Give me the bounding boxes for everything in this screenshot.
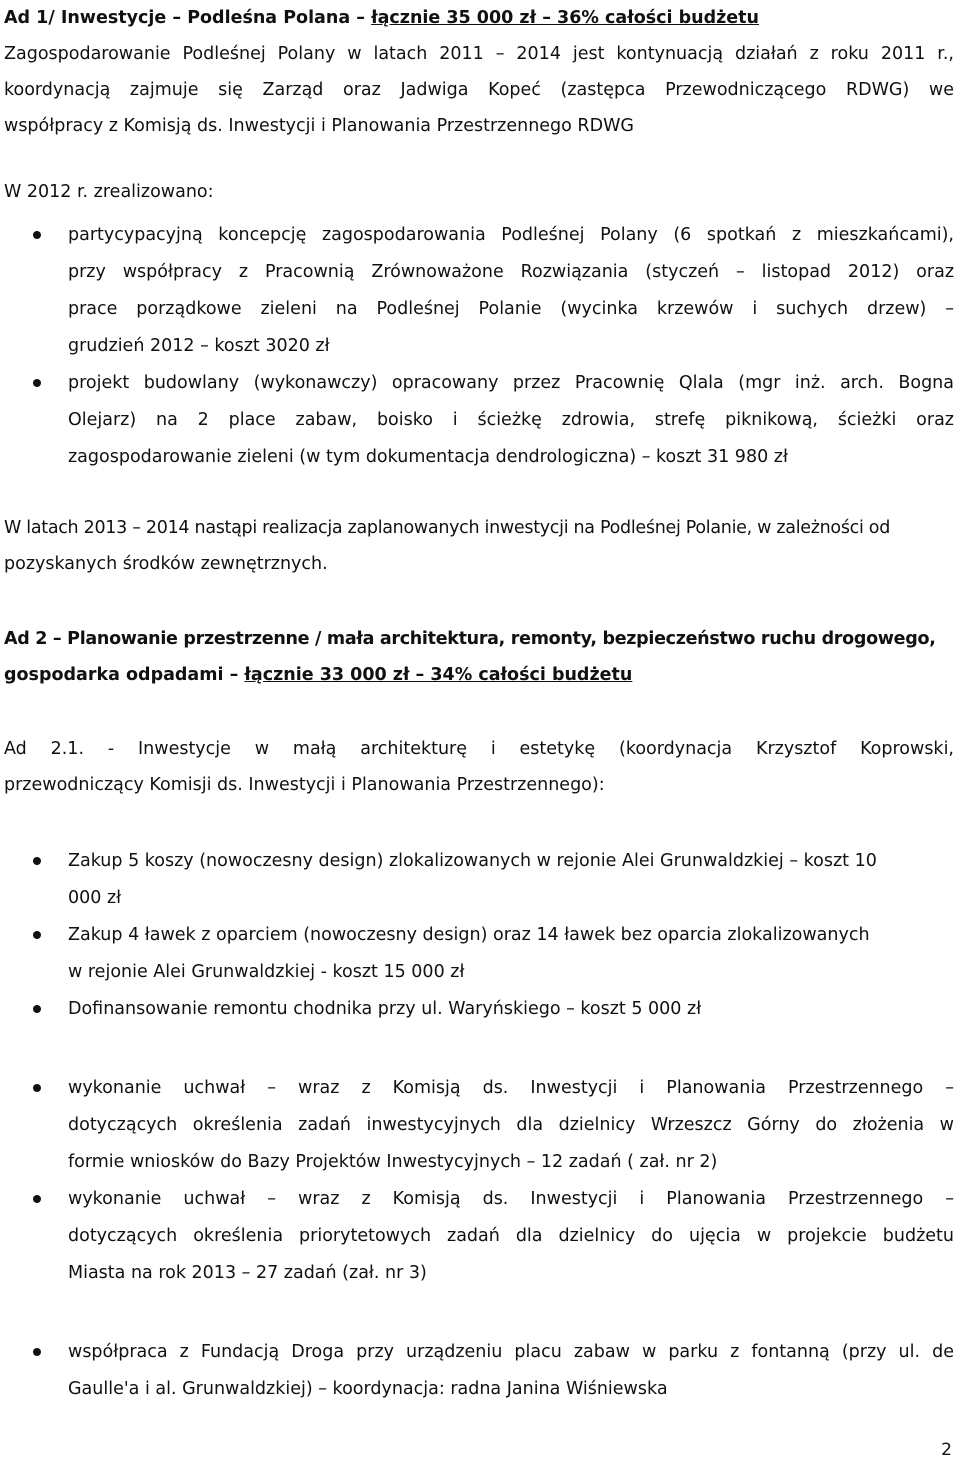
bullet-icon xyxy=(33,1005,41,1013)
ad2-resolutions-list xyxy=(0,1070,954,1292)
list-item-line: projekt budowlany (wykonawczy) opracowany przez Pracownię Qlala (mgr inż. arch. Bogna xyxy=(68,373,954,393)
list-item xyxy=(0,217,954,365)
list-item-line: Zakup 4 ławek z oparciem (nowoczesny design) oraz 14 ławek bez oparcia zlokalizowanych xyxy=(68,925,870,945)
list-item xyxy=(0,1070,954,1181)
ad2-purchases-list xyxy=(0,843,954,1028)
ad2-cooperation-list xyxy=(0,1334,954,1408)
bullet-icon xyxy=(33,1348,41,1356)
ad1-year-intro: W 2012 r. zrealizowano: xyxy=(4,182,214,202)
list-item xyxy=(0,1181,954,1292)
ad2-subheading xyxy=(4,731,954,803)
ad1-outlook-line: W latach 2013 – 2014 nastąpi realizacja zaplanowanych inwestycji na Podleśnej Polanie, w zależności od xyxy=(4,518,891,538)
ad1-heading xyxy=(4,0,954,36)
list-item-line: grudzień 2012 – koszt 3020 zł xyxy=(68,336,330,356)
bullet-icon xyxy=(33,231,41,239)
list-item-line: 000 zł xyxy=(68,888,122,908)
ad1-intro-line: koordynacją zajmuje się Zarząd oraz Jadwiga Kopeć (zastępca Przewodniczącego RDWG) we xyxy=(4,80,954,100)
ad1-heading-prefix: Ad 1/ Inwestycje – Podleśna Polana – xyxy=(4,8,372,28)
list-item xyxy=(0,843,954,917)
bullet-icon xyxy=(33,857,41,865)
ad1-section xyxy=(4,0,954,144)
list-item-line: dotyczących określenia priorytetowych zadań dla dzielnicy do ujęcia w projekcie budżetu xyxy=(68,1226,954,1246)
bullet-icon xyxy=(33,1195,41,1203)
ad2-heading xyxy=(4,621,954,693)
list-item-line: Olejarz) na 2 place zabaw, boisko i ścieżkę zdrowia, strefę piknikową, ścieżki oraz xyxy=(68,410,954,430)
list-item xyxy=(0,991,954,1028)
ad2-subheading-line: przewodniczący Komisji ds. Inwestycji i Planowania Przestrzennego): xyxy=(4,775,605,795)
ad1-outlook xyxy=(4,510,954,582)
ad1-heading-budget: łącznie 35 000 zł – 36% całości budżetu xyxy=(371,8,759,28)
list-item-line: współpraca z Fundacją Droga przy urządzeniu placu zabaw w parku z fontanną (przy ul. de xyxy=(68,1342,954,1362)
list-item-line: wykonanie uchwał – wraz z Komisją ds. Inwestycji i Planowania Przestrzennego – xyxy=(68,1189,954,1209)
ad1-intro-line: współpracy z Komisją ds. Inwestycji i Planowania Przestrzennego RDWG xyxy=(4,116,634,136)
bullet-icon xyxy=(33,379,41,387)
list-item-line: zagospodarowanie zieleni (w tym dokumentacja dendrologiczna) – koszt 31 980 zł xyxy=(68,447,788,467)
ad2-heading-prefix: gospodarka odpadami – xyxy=(4,665,245,685)
list-item-line: formie wniosków do Bazy Projektów Inwestycyjnych – 12 zadań ( zał. nr 2) xyxy=(68,1152,718,1172)
list-item xyxy=(0,1334,954,1408)
ad2-heading-line xyxy=(4,657,954,693)
list-item-line: Zakup 5 koszy (nowoczesny design) zlokalizowanych w rejonie Alei Grunwaldzkiej – koszt 10 xyxy=(68,851,877,871)
list-item-line: dotyczących określenia zadań inwestycyjnych dla dzielnicy Wrzeszcz Górny do złożenia w xyxy=(68,1115,954,1135)
ad2-heading-line: Ad 2 – Planowanie przestrzenne / mała architektura, remonty, bezpieczeństwo ruchu drogowego, xyxy=(4,629,936,649)
list-item-line: Gaulle'a i al. Grunwaldzkiej) – koordynacja: radna Janina Wiśniewska xyxy=(68,1379,668,1399)
ad1-outlook-line: pozyskanych środków zewnętrznych. xyxy=(4,554,328,574)
ad2-subheading-line: Ad 2.1. - Inwestycje w małą architekturę i estetykę (koordynacja Krzysztof Koprowski, xyxy=(4,739,954,759)
page-number: 2 xyxy=(941,1440,952,1460)
list-item xyxy=(0,365,954,476)
ad1-intro-line: Zagospodarowanie Podleśnej Polany w latach 2011 – 2014 jest kontynuacją działań z roku 2011 r., xyxy=(4,44,954,64)
ad1-bullet-list xyxy=(0,217,954,476)
list-item-line: w rejonie Alei Grunwaldzkiej - koszt 15 000 zł xyxy=(68,962,465,982)
list-item xyxy=(0,917,954,991)
bullet-icon xyxy=(33,1084,41,1092)
list-item-line: prace porządkowe zieleni na Podleśnej Polanie (wycinka krzewów i suchych drzew) – xyxy=(68,299,954,319)
ad2-heading-budget: łącznie 33 000 zł – 34% całości budżetu xyxy=(244,665,633,685)
list-item-line: przy współpracy z Pracownią Zrównoważone Rozwiązania (styczeń – listopad 2012) oraz xyxy=(68,262,954,282)
list-item-line: Dofinansowanie remontu chodnika przy ul. Waryńskiego – koszt 5 000 zł xyxy=(68,999,702,1019)
list-item-line: wykonanie uchwał – wraz z Komisją ds. Inwestycji i Planowania Przestrzennego – xyxy=(68,1078,954,1098)
list-item-line: Miasta na rok 2013 – 27 zadań (zał. nr 3) xyxy=(68,1263,427,1283)
list-item-line: partycypacyjną koncepcję zagospodarowania Podleśnej Polany (6 spotkań z mieszkańcami), xyxy=(68,225,954,245)
bullet-icon xyxy=(33,931,41,939)
